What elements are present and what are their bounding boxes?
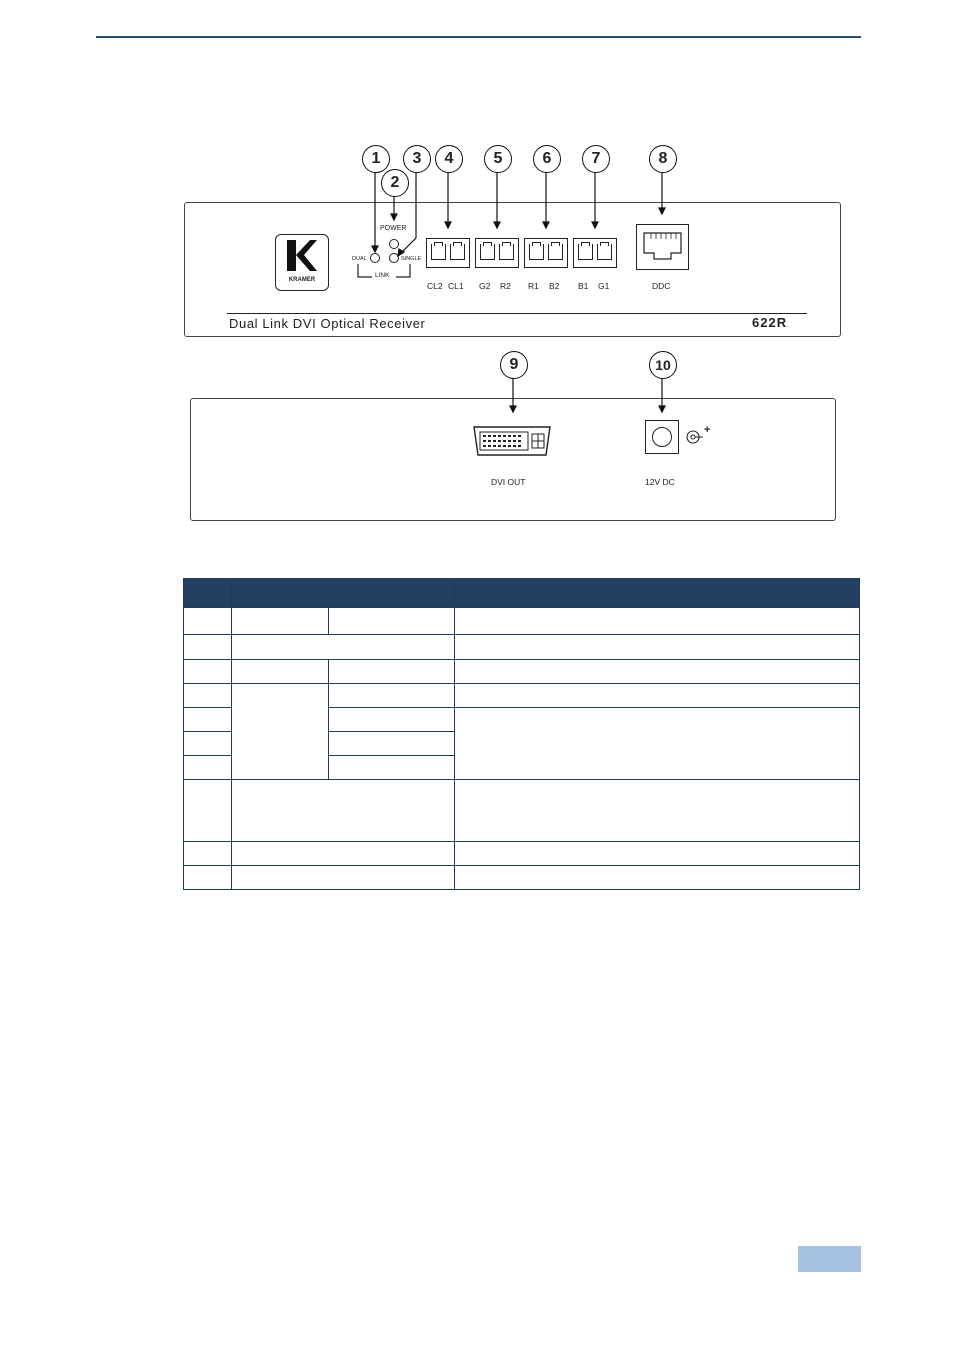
callout-leaders <box>0 0 953 420</box>
callout-6: 6 <box>533 145 561 173</box>
feature-table <box>183 578 860 890</box>
dvi-port-icon <box>473 426 551 456</box>
table-cell <box>184 635 232 660</box>
dvi-connector <box>473 426 551 456</box>
label-b1: B1 <box>578 281 589 291</box>
table-cell <box>232 684 329 780</box>
callout-1: 1 <box>362 145 390 173</box>
table-cell <box>329 660 455 684</box>
table-cell <box>455 660 860 684</box>
power-label: POWER <box>380 225 407 232</box>
table-cell <box>455 866 860 890</box>
table-cell <box>184 660 232 684</box>
callout-8: 8 <box>649 145 677 173</box>
dc-jack <box>645 420 679 454</box>
table-cell <box>184 756 232 780</box>
header-cell-feature <box>232 579 455 608</box>
table-cell <box>184 732 232 756</box>
table-cell <box>329 756 455 780</box>
table-row <box>184 866 860 890</box>
table-cell <box>455 708 860 780</box>
callout-4: 4 <box>435 145 463 173</box>
table-cell <box>329 732 455 756</box>
table-cell <box>232 660 329 684</box>
callout-10: 10 <box>649 351 677 379</box>
table-row <box>184 842 860 866</box>
table-cell <box>232 842 455 866</box>
single-label: SINGLE <box>401 256 422 262</box>
table-cell <box>184 684 232 708</box>
table-cell <box>232 608 329 635</box>
ddc-label: DDC <box>652 281 671 291</box>
table-cell <box>184 866 232 890</box>
label-g2: G2 <box>479 281 491 291</box>
table-row <box>184 635 860 660</box>
polarity-plus: + <box>704 424 711 436</box>
dvi-label: DVI OUT <box>491 477 526 487</box>
table-cell <box>455 842 860 866</box>
dual-label: DUAL <box>352 256 367 262</box>
page-number-box <box>798 1246 861 1272</box>
callout-7: 7 <box>582 145 610 173</box>
table-row <box>184 660 860 684</box>
label-g1: G1 <box>598 281 610 291</box>
callout-9: 9 <box>500 351 528 379</box>
table-cell <box>455 780 860 842</box>
label-r2: R2 <box>500 281 511 291</box>
table-cell <box>232 635 455 660</box>
table-cell <box>184 780 232 842</box>
label-r1: R1 <box>528 281 539 291</box>
table-cell <box>329 708 455 732</box>
device-name: Dual Link DVI Optical Receiver <box>229 316 426 331</box>
callout-5: 5 <box>484 145 512 173</box>
label-cl1: CL1 <box>448 281 464 291</box>
polarity-icon <box>685 428 703 446</box>
logo-text: KRAMER <box>288 277 316 283</box>
header-cell-number <box>184 579 232 608</box>
table-row <box>184 608 860 635</box>
table-cell <box>455 684 860 708</box>
callout-3: 3 <box>403 145 431 173</box>
table-cell <box>184 608 232 635</box>
table-cell <box>232 866 455 890</box>
table-cell <box>329 684 455 708</box>
table-cell <box>455 635 860 660</box>
table-cell <box>232 780 455 842</box>
label-b2: B2 <box>549 281 560 291</box>
table-cell <box>184 708 232 732</box>
table-row <box>184 684 860 708</box>
table-header-row <box>184 579 860 608</box>
link-label: LINK <box>375 272 390 279</box>
header-cell-function <box>455 579 860 608</box>
callout-2: 2 <box>381 169 409 197</box>
table-cell <box>455 608 860 635</box>
table-cell <box>329 608 455 635</box>
label-cl2: CL2 <box>427 281 443 291</box>
dc-label: 12V DC <box>645 477 675 487</box>
table-row <box>184 780 860 842</box>
table-cell <box>184 842 232 866</box>
model-number: 622R <box>752 315 788 330</box>
